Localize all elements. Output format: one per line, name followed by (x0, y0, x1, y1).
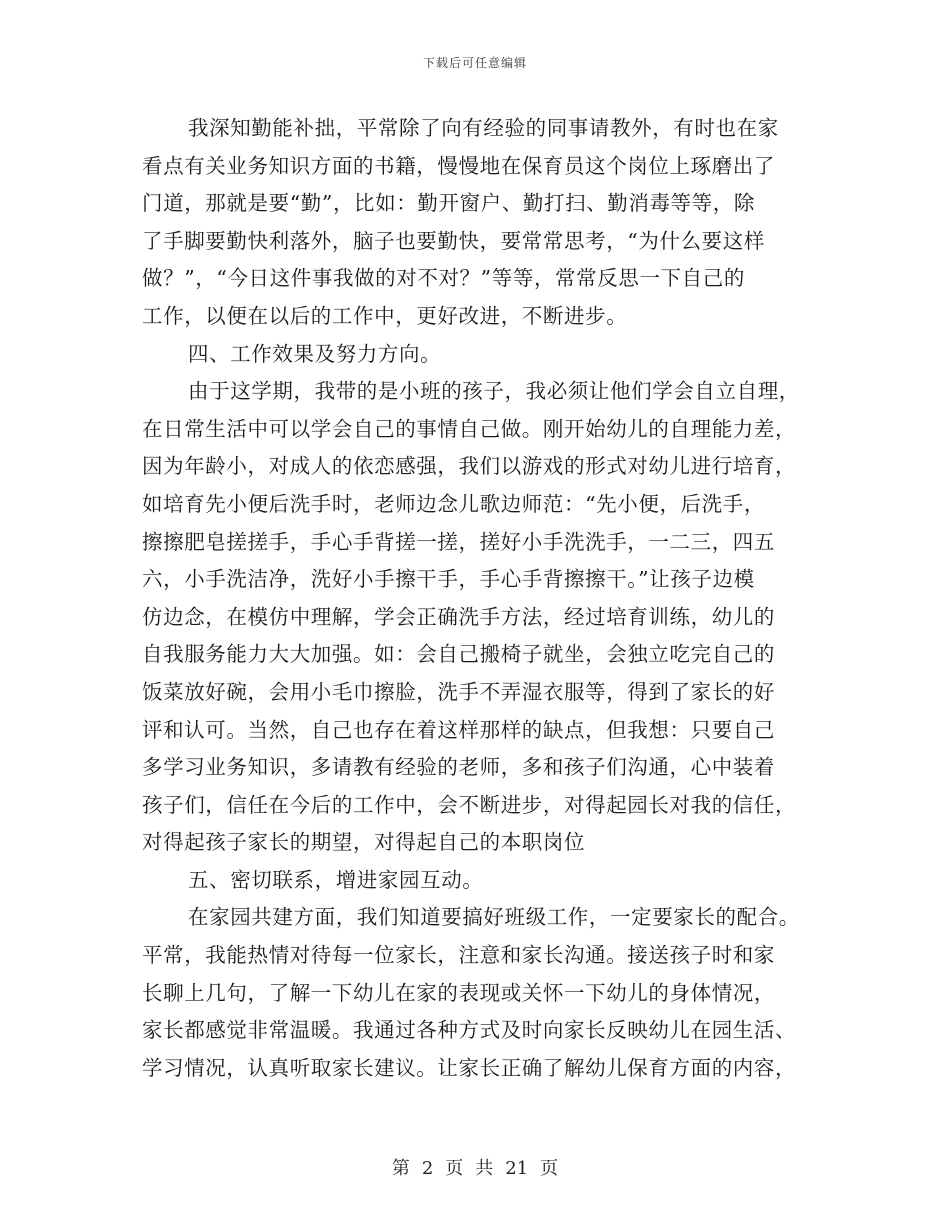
paragraph-line: 自我服务能力大大加强。如：会自己搬椅子就坐，会独立吃完自己的 (142, 642, 775, 667)
body-text (142, 110, 810, 1087)
paragraph-line: 评和认可。当然，自己也存在着这样那样的缺点，但我想：只要自己 (142, 717, 775, 742)
paragraph-line: 由于这学期，我带的是小班的孩子，我必须让他们学会自立自理， (188, 379, 800, 404)
page-label-mid: 页 (445, 1158, 464, 1179)
paragraph-line: 做？”，“今日这件事我做的对不对？”等等，常常反思一下自己的 (142, 266, 745, 291)
page-number-current: 2 (421, 1158, 434, 1179)
paragraph-line: 仿边念，在模仿中理解，学会正确洗手方法，经过培育训练，幼儿的 (142, 604, 775, 629)
paragraph-line: 家长都感觉非常温暖。我通过各种方式及时向家长反映幼儿在园生活、 (142, 1018, 797, 1043)
paragraph-line: 学习情况，认真听取家长建议。让家长正确了解幼儿保育方面的内容， (142, 1055, 797, 1080)
paragraph-line: 工作，以便在以后的工作中，更好改进，不断进步。 (142, 303, 628, 328)
page-label-pre: 第 (391, 1158, 410, 1179)
paragraph-line: 饭菜放好碗，会用小毛巾擦脸，洗手不弄湿衣服等，得到了家长的好 (142, 679, 775, 704)
paragraph-line: 对得起孩子家长的期望，对得起自己的本职岗位 (142, 830, 586, 855)
paragraph-line: 我深知勤能补拙，平常除了向有经验的同事请教外，有时也在家 (188, 116, 779, 140)
paragraph-line: 擦擦肥皂搓搓手，手心手背搓一搓，搓好小手洗洗手，一二三，四五 (142, 529, 775, 554)
page-number-total: 21 (505, 1158, 529, 1179)
paragraph-line: 平常，我能热情对待每一位家长，注意和家长沟通。接送孩子时和家 (142, 943, 775, 968)
paragraph-line: 在日常生活中可以学会自己的事情自己做。刚开始幼儿的自理能力差， (142, 416, 797, 441)
paragraph-line: 在家园共建方面，我们知道要搞好班级工作，一定要家长的配合。 (188, 905, 800, 930)
header-note: 下载后可任意编辑 (422, 56, 527, 70)
paragraph-line: 因为年龄小，对成人的依恋感强，我们以游戏的形式对幼儿进行培育， (142, 454, 797, 479)
paragraph-line: 六，小手洗洁净，洗好小手擦干手，手心手背擦擦干。”让孩子边模 (142, 567, 755, 592)
page-label-total-pre: 共 (475, 1158, 494, 1179)
paragraph-line: 长聊上几句，了解一下幼儿在家的表现或关怀一下幼儿的身体情况， (142, 980, 775, 1005)
paragraph-line: 孩子们，信任在今后的工作中，会不断进步，对得起园长对我的信任， (142, 792, 797, 817)
page-footer (0, 1154, 950, 1180)
page-label-post: 页 (540, 1158, 559, 1179)
paragraph-line: 如培育先小便后洗手时，老师边念儿歌边师范：“先小便，后洗手， (142, 491, 765, 516)
section-heading: 四、工作效果及努力方向。 (188, 341, 442, 366)
paragraph-line: 看点有关业务知识方面的书籍，慢慢地在保育员这个岗位上琢磨出了 (142, 153, 775, 178)
paragraph-line: 多学习业务知识，多请教有经验的老师，多和孩子们沟通，心中装着 (142, 755, 775, 780)
paragraph-line: 了手脚要勤快利落外，脑子也要勤快，要常常思考，“为什么要这样 (142, 228, 765, 253)
paragraph-line: 门道，那就是要“勤”，比如：勤开窗户、勤打扫、勤消毒等等，除 (142, 191, 755, 216)
section-heading: 五、密切联系，增进家园互动。 (188, 867, 484, 892)
